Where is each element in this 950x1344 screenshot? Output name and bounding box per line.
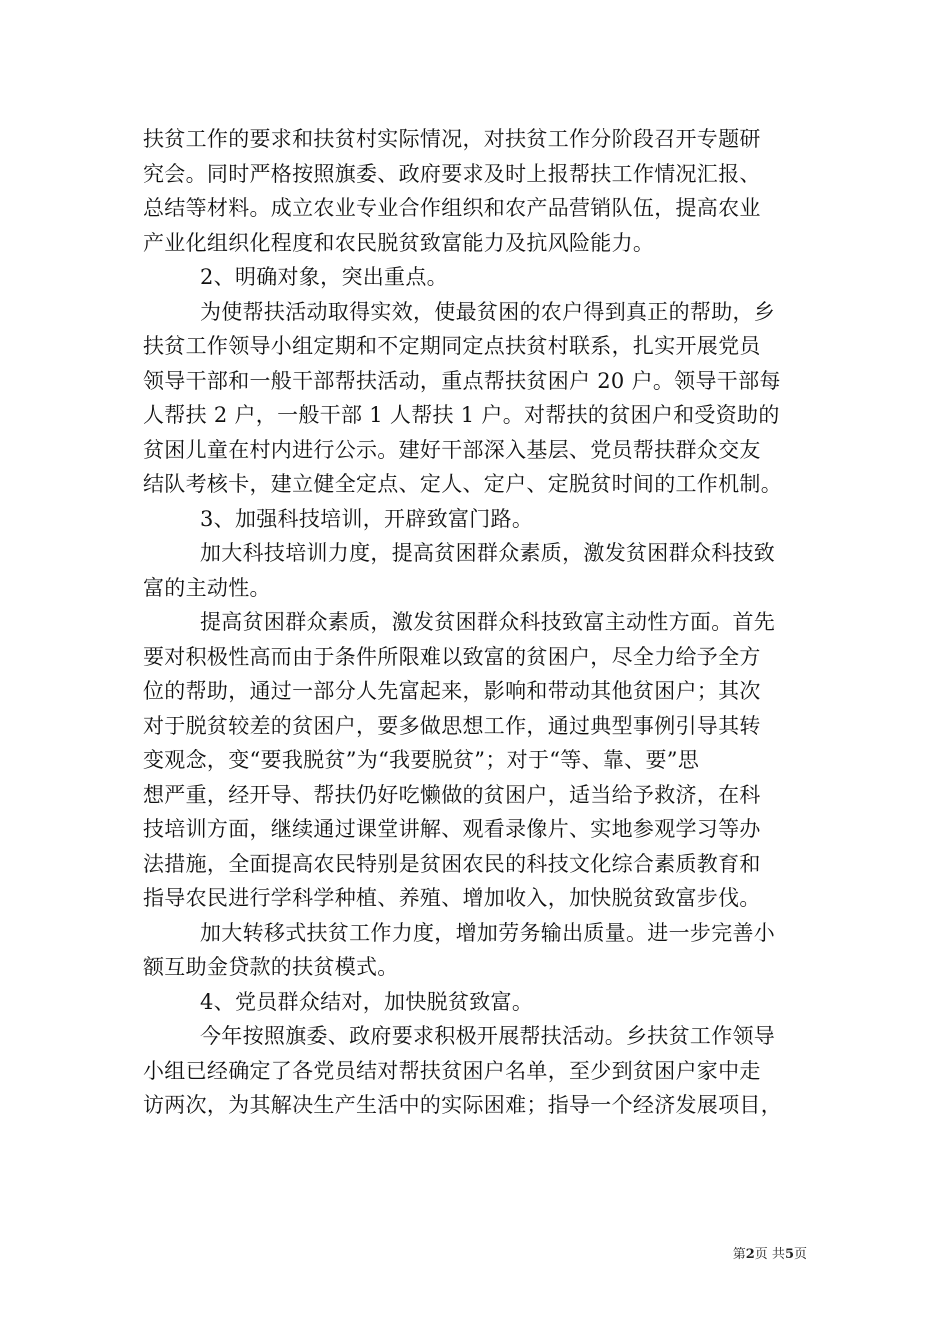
text-line: 技培训方面，继续通过课堂讲解、观看录像片、实地参观学习等办 [143, 817, 761, 841]
text-line: 位的帮助，通过一部分人先富起来，影响和带动其他贫困户；其次 [143, 679, 761, 703]
text-line: 想严重，经开导、帮扶仍好吃懒做的贫困户，适当给予救济，在科 [143, 782, 761, 807]
text-line: 对于脱贫较差的贫困户，要多做思想工作，通过典型事例引导其转 [143, 713, 761, 738]
text-line: 加大科技培训力度，提高贫困群众素质，激发贫困群众科技致 [200, 541, 776, 565]
text-line: 变观念，变“要我脱贫”为“我要脱贫”；对于“等、靠、要”思 [143, 748, 700, 772]
text-line: 富的主动性。 [143, 575, 271, 600]
text-line: 访两次，为其解决生产生活中的实际困难；指导一个经济发展项目， [143, 1093, 782, 1117]
text-line: 扶贫工作领导小组定期和不定期同定点扶贫村联系，扎实开展党员 [143, 334, 761, 358]
text-line: 提高贫困群众素质，激发贫困群众科技致富主动性方面。首先 [200, 610, 776, 634]
text-line: 加大转移式扶贫工作力度，增加劳务输出质量。进一步完善小 [200, 920, 776, 945]
text-line: 今年按照旗委、政府要求积极开展帮扶活动。乡扶贫工作领导 [200, 1024, 776, 1048]
text-line: 为使帮扶活动取得实效，使最贫困的农户得到真正的帮助，乡 [200, 299, 776, 324]
footer-middle: 页 共 [754, 1247, 785, 1262]
footer-prefix: 第 [732, 1247, 746, 1262]
text-line: 扶贫工作的要求和扶贫村实际情况，对扶贫工作分阶段召开专题研 [143, 127, 761, 151]
section-heading: 3、加强科技培训，开辟致富门路。 [200, 506, 534, 531]
body-text [143, 122, 823, 1123]
text-line: 法措施，全面提高农民特别是贫困农民的科技文化综合素质教育和 [143, 851, 761, 876]
total-page-number: 5 [784, 1247, 794, 1262]
text-line: 人帮扶 2 户，一般干部 1 人帮扶 1 户。对帮扶的贫困户和受资助的 [143, 403, 780, 427]
text-line: 要对积极性高而由于条件所限难以致富的贫困户，尽全力给予全方 [143, 644, 761, 669]
text-line: 究会。同时严格按照旗委、政府要求及时上报帮扶工作情况汇报、 [143, 161, 761, 186]
footer-suffix: 页 [793, 1247, 807, 1262]
current-page-number: 2 [745, 1247, 755, 1262]
text-line: 贫困儿童在村内进行公示。建好干部深入基层、党员帮扶群众交友 [143, 437, 761, 462]
text-line: 额互助金贷款的扶贫模式。 [143, 955, 399, 979]
text-line: 结队考核卡，建立健全定点、定人、定户、定脱贫时间的工作机制。 [143, 472, 782, 496]
text-line: 产业化组织化程度和农民脱贫致富能力及抗风险能力。 [143, 230, 655, 255]
section-heading: 4、党员群众结对，加快脱贫致富。 [200, 989, 534, 1014]
section-heading: 2、明确对象，突出重点。 [200, 265, 448, 289]
text-line: 领导干部和一般干部帮扶活动，重点帮扶贫困户 20 户。领导干部每 [143, 368, 781, 393]
text-line: 总结等材料。成立农业专业合作组织和农产品营销队伍，提高农业 [143, 196, 761, 220]
text-line: 指导农民进行学科学种植、养殖、增加收入，加快脱贫致富步伐。 [143, 886, 761, 910]
text-line: 小组已经确定了各党员结对帮扶贫困户名单，至少到贫困户家中走 [143, 1058, 761, 1083]
page-number-footer [733, 1247, 807, 1263]
